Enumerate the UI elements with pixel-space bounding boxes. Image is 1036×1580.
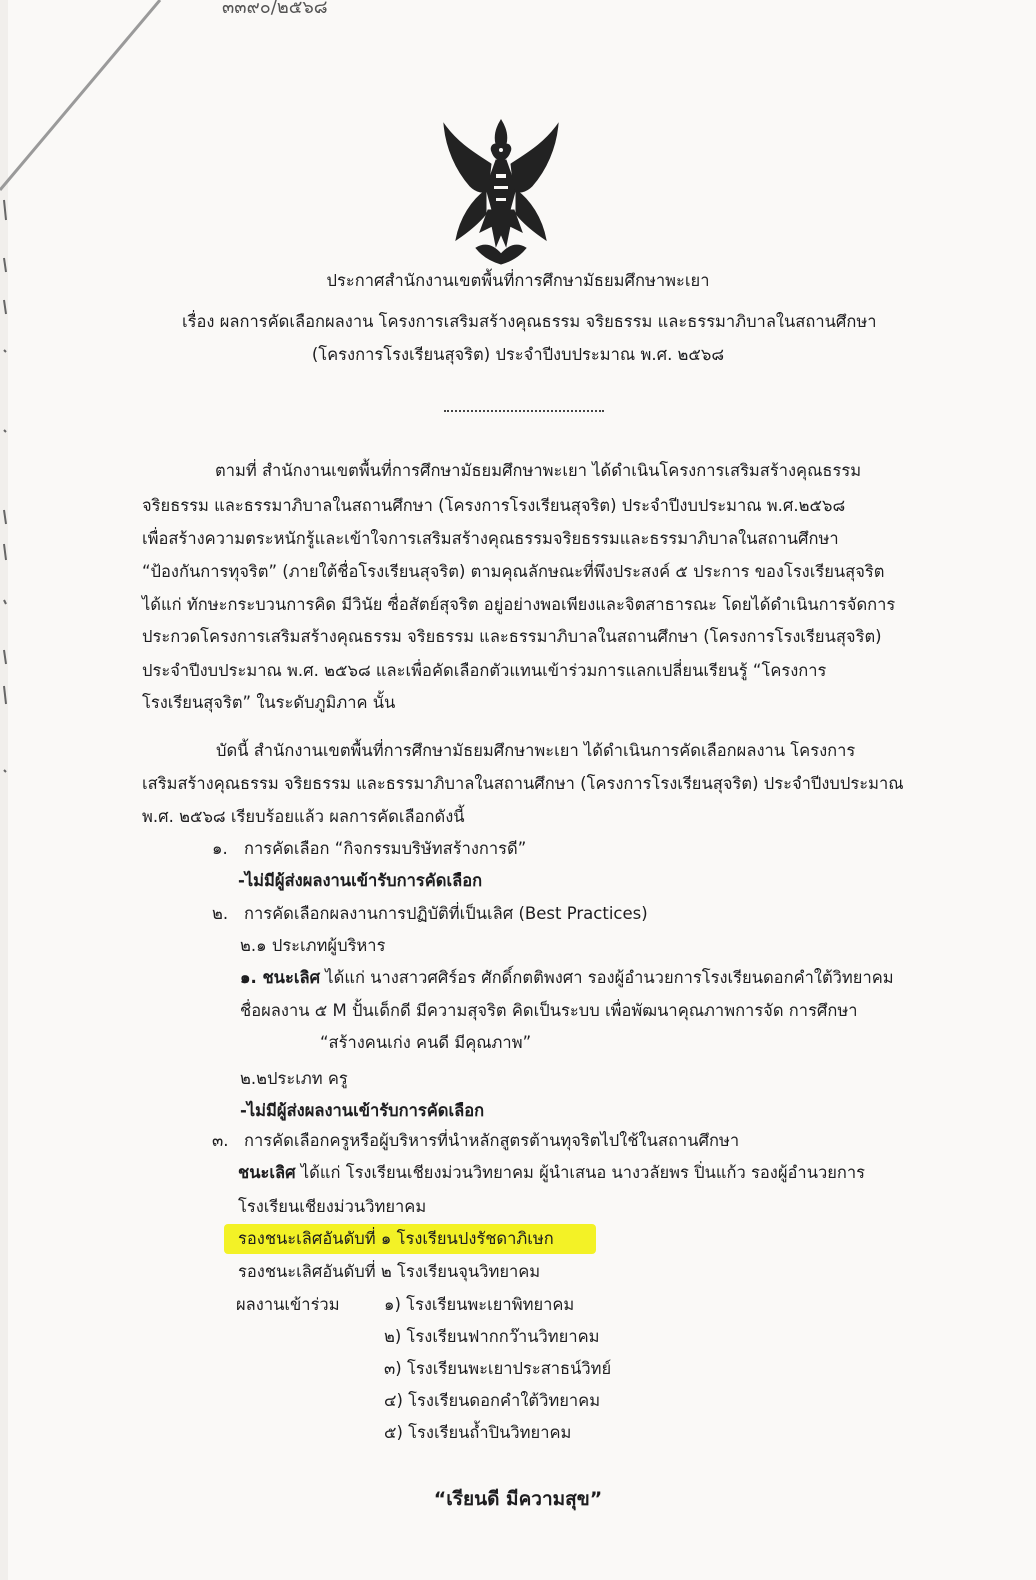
item2-sub1: ๒.๑ ประเภทผู้บริหาร: [240, 936, 386, 955]
para1-line-4: “ป้องกันการทุจริต” (ภายใต้ชื่อโรงเรียนสุจริต) ตามคุณลักษณะที่พึงประสงค์ ๕ ประการ ของโรงเรียนสุจริต: [142, 562, 885, 581]
item1-number: ๑.: [212, 839, 228, 858]
para2-line-1: บัดนี้ สำนักงานเขตพื้นที่การศึกษามัธยมศึกษาพะเยา ได้ดำเนินการคัดเลือกผลงาน โครงการ: [216, 741, 856, 760]
item2-work-slogan: “สร้างคนเก่ง คนดี มีคุณภาพ”: [320, 1033, 532, 1052]
item2-winner-line: [240, 967, 894, 989]
para2-line-2: เสริมสร้างคุณธรรม จริยธรรม และธรรมาภิบาลในสถานศึกษา (โครงการโรงเรียนสุจริต) ประจำปีงบประมาณ: [142, 774, 904, 793]
para1-line-1: ตามที่ สำนักงานเขตพื้นที่การศึกษามัธยมศึกษาพะเยา ได้ดำเนินโครงการเสริมสร้างคุณธรรม: [215, 461, 862, 480]
participant-5: ๕) โรงเรียนถ้ำปินวิทยาคม: [384, 1423, 572, 1442]
handwritten-reference-number: ๓๓๙๐/๒๕๖๘: [222, 0, 328, 18]
para1-line-3: เพื่อสร้างความตระหนักรู้และเข้าใจการเสริมสร้างคุณธรรมจริยธรรมและธรรมาภิบาลในสถานศึกษา: [142, 529, 839, 548]
item3-winner-line-2: โรงเรียนเชียงม่วนวิทยาคม: [238, 1197, 427, 1216]
subject-line-2: (โครงการโรงเรียนสุจริต) ประจำปีงบประมาณ พ.ศ. ๒๕๖๘: [311, 345, 725, 364]
para1-line-2: จริยธรรม และธรรมาภิบาลในสถานศึกษา (โครงการโรงเรียนสุจริต) ประจำปีงบประมาณ พ.ศ.๒๕๖๘: [142, 496, 846, 515]
item3-winner-text: ได้แก่ โรงเรียนเชียงม่วนวิทยาคม ผู้นำเสนอ นางวลัยพร ปิ่นแก้ว รองผู้อำนวยการ: [295, 1163, 866, 1182]
item3-number: ๓.: [212, 1131, 229, 1150]
para2-line-3: พ.ศ. ๒๕๖๘ เรียบร้อยแล้ว ผลการคัดเลือกดังนี้: [142, 807, 465, 826]
garuda-emblem-icon: [436, 114, 566, 266]
item2-winner-label: ๑. ชนะเลิศ: [240, 968, 321, 987]
item1-result: -ไม่มีผู้ส่งผลงานเข้ารับการคัดเลือก: [238, 871, 483, 890]
item3-participants-label: ผลงานเข้าร่วม: [236, 1295, 340, 1314]
para1-line-7: ประจำปีงบประมาณ พ.ศ. ๒๕๖๘ และเพื่อคัดเลือกตัวแทนเข้าร่วมการแลกเปลี่ยนเรียนรู้ “โครงการ: [142, 661, 827, 680]
item2-number: ๒.: [212, 904, 229, 923]
participant-3: ๓) โรงเรียนพะเยาประสาธน์วิทย์: [384, 1359, 612, 1378]
school-motto: “เรียนดี มีความสุข”: [433, 1488, 603, 1510]
item3-winner-line: [238, 1162, 865, 1184]
item2-title: การคัดเลือกผลงานการปฏิบัติที่เป็นเลิศ (Best Practices): [244, 904, 648, 923]
participant-4: ๔) โรงเรียนดอกคำใต้วิทยาคม: [384, 1391, 601, 1410]
subject-line: เรื่อง ผลการคัดเลือกผลงาน โครงการเสริมสร้างคุณธรรม จริยธรรม และธรรมาภิบาลในสถานศึกษา: [182, 312, 877, 331]
para1-line-6: ประกวดโครงการเสริมสร้างคุณธรรม จริยธรรม และธรรมาภิบาลในสถานศึกษา (โครงการโรงเรียนสุจริต): [142, 627, 882, 646]
item1-title: การคัดเลือก “กิจกรรมบริษัทสร้างการดี”: [244, 839, 527, 858]
participant-2: ๒) โรงเรียนฟากกว๊านวิทยาคม: [384, 1327, 600, 1346]
announcement-heading: ประกาศสำนักงานเขตพื้นที่การศึกษามัธยมศึกษาพะเยา: [326, 271, 710, 290]
item3-title: การคัดเลือกครูหรือผู้บริหารที่นำหลักสูตรต้านทุจริตไปใช้ในสถานศึกษา: [244, 1131, 740, 1150]
item2-sub2-result: -ไม่มีผู้ส่งผลงานเข้ารับการคัดเลือก: [240, 1101, 485, 1120]
para1-line-8: โรงเรียนสุจริต” ในระดับภูมิภาค นั้น: [142, 693, 396, 712]
item2-work-line: ชื่อผลงาน ๕ M ปั้นเด็กดี มีความสุจริต คิดเป็นระบบ เพื่อพัฒนาคุณภาพการจัด การศึกษา: [240, 1001, 858, 1020]
item3-runner-up-1: รองชนะเลิศอันดับที่ ๑ โรงเรียนปงรัชดาภิเษก: [238, 1229, 554, 1248]
item3-winner-label: ชนะเลิศ: [238, 1163, 296, 1182]
participant-1: ๑) โรงเรียนพะเยาพิทยาคม: [384, 1295, 575, 1314]
para1-line-5: ได้แก่ ทักษะกระบวนการคิด มีวินัย ซื่อสัตย์สุจริต อยู่อย่างพอเพียงและจิตสาธารณะ โดยได้ดำเนินการจัดการ: [142, 595, 896, 614]
divider-dots: [444, 410, 604, 412]
item2-winner-text: ได้แก่ นางสาวศศิร์อร ศักดิ์กตติพงศา รองผู้อำนวยการโรงเรียนดอกคำใต้วิทยาคม: [320, 968, 894, 987]
item2-sub2: ๒.๒ประเภท ครู: [240, 1069, 348, 1088]
item3-runner-up-2: รองชนะเลิศอันดับที่ ๒ โรงเรียนจุนวิทยาคม: [238, 1262, 541, 1281]
